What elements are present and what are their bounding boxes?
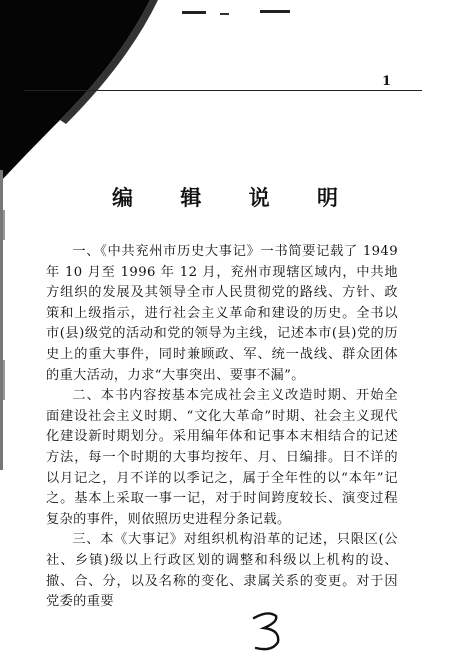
paragraph-3: 三、本《大事记》对组织机构沿革的记述，只限区(公社、乡镇)级以上行政区划的调整和科级以上机构的设、撤、合、分，以及名称的变化、隶属关系的变更。对于因党委的重要 (46, 532, 398, 610)
scan-noise-top (180, 8, 300, 20)
handwritten-page-mark (248, 610, 288, 654)
header-rule (24, 90, 422, 91)
scan-left-edge (0, 170, 8, 470)
body-text (46, 242, 398, 613)
page-title: 编 辑 说 明 (112, 186, 358, 210)
scan-shadow-corner (0, 0, 160, 190)
page-number: 1 (382, 74, 392, 89)
paragraph-1: 一、《中共兖州市历史大事记》一书简要记载了 1949 年 10 月至 1996 年 12 月，兖州市现辖区域内，中共地方组织的发展及其领导全市人民贯彻党的路线、方针、政策和上级指示，进行社会主义革命和建设的历史。全书以市(县)级党的活动和党的领导为主线，记述本市(县)党的历史上的重大事件，同时兼顾政、军、统一战线、群众团体的重大活动，力求“大事突出、要事不漏”。 (46, 244, 398, 383)
paragraph-2: 二、本书内容按基本完成社会主义改造时期、开始全面建设社会主义时期、“文化大革命”时期、社会主义现代化建设新时期划分。采用编年体和记事本末相结合的记述方法，每一个时期的大事均按年、月、日编排。日不详的以月记之，月不详的以季记之，属于全年性的以“本年”记之。基本上采取一事一记，对于时间跨度较长、演变过程复杂的事件，则依照历史进程分条记载。 (46, 388, 398, 527)
